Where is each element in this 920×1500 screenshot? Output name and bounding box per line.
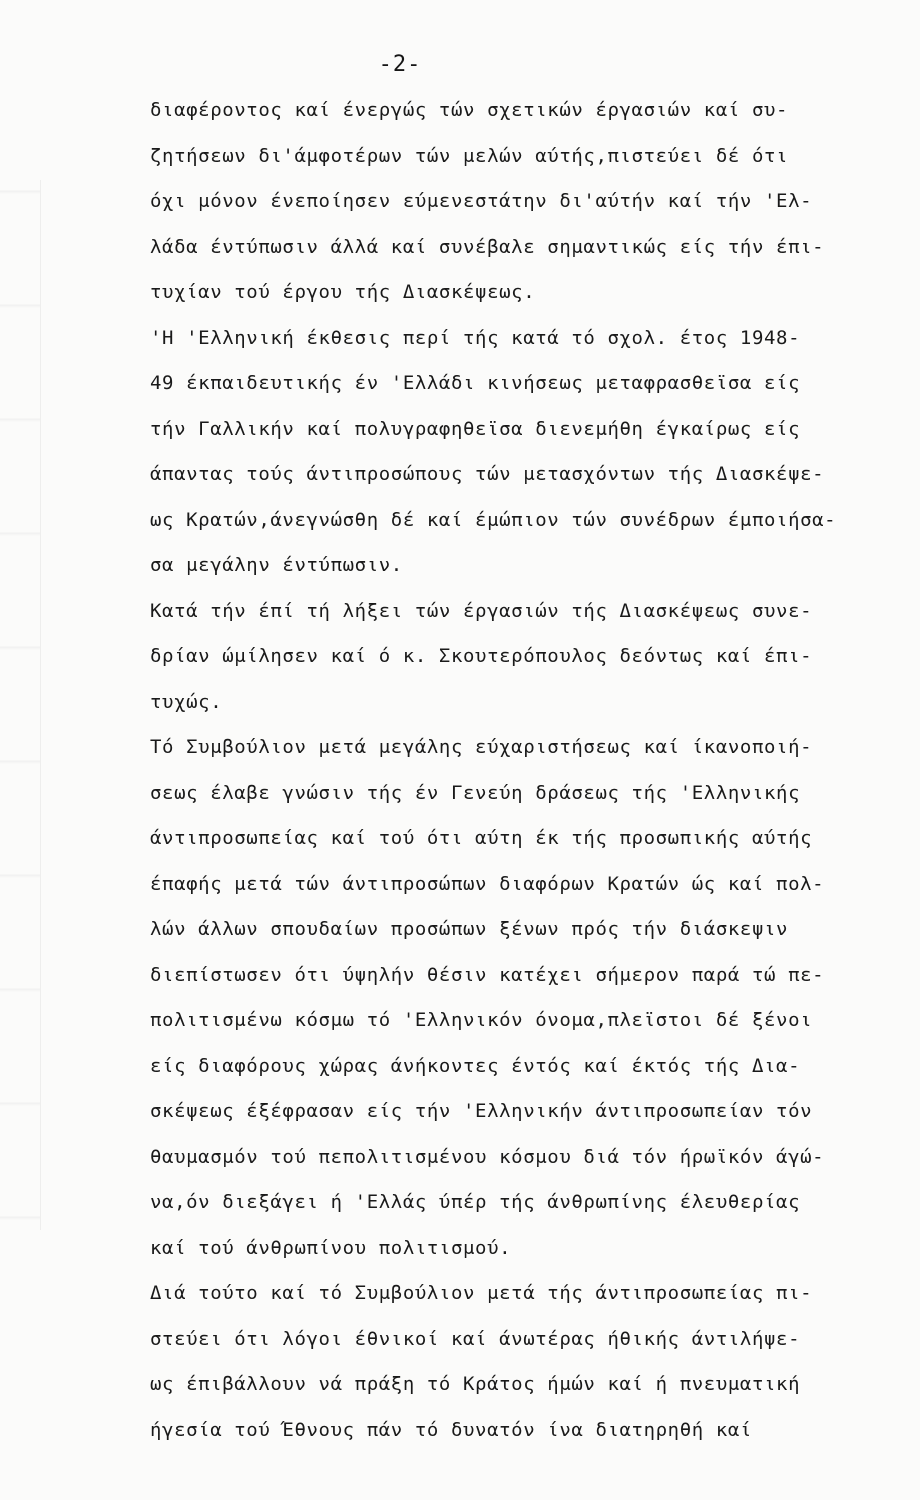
text-line: άπαντας τούς άντιπροσώπους τών μετασχόντων τής Διασκέψε- <box>150 463 825 485</box>
text-line: σα μεγάλην έντύπωσιν. <box>150 554 403 576</box>
text-line: 49 έκπαιδευτικής έν 'Ελλάδι κινήσεως μεταφρασθεϊσα είς <box>150 372 801 394</box>
text-line: Κατά τήν έπί τή λήξει τών έργασιών τής Διασκέψεως συνε- <box>150 599 813 622</box>
text-line: πολιτισμένω κόσμω τό 'Ελληνικόν όνομα,πλεϊστοι δέ ξένοι <box>150 1009 813 1031</box>
page-number: -2- <box>378 52 422 77</box>
text-line: λών άλλων σπουδαίων προσώπων ξένων πρός τήν διάσκεψιν <box>150 918 789 940</box>
text-line: λάδα έντύπωσιν άλλά καί συνέβαλε σημαντικώς είς τήν έπι- <box>150 235 825 258</box>
text-line: να,όν διεξάγει ή 'Ελλάς ύπέρ τής άνθρωπίνης έλευθερίας <box>150 1191 801 1213</box>
text-line: τυχώς. <box>150 690 223 713</box>
text-line: καί τού άνθρωπίνου πολιτισμού. <box>150 1236 512 1259</box>
text-line: τήν Γαλλικήν καί πολυγραφηθεϊσα διενεμήθη έγκαίρως είς <box>150 417 801 440</box>
text-line: είς διαφόρους χώρας άνήκοντες έντός καί έκτός τής Δια- <box>150 1054 801 1077</box>
text-line: τυχίαν τού έργου τής Διασκέψεως. <box>150 281 536 303</box>
text-line: ζητήσεων δι'άμφοτέρων τών μελών αύτής,πιστεύει δέ ότι <box>150 144 789 167</box>
text-line: θαυμασμόν τού πεπολιτισμένου κόσμου διά τόν ήρωϊκόν άγώ- <box>150 1145 825 1168</box>
text-line: ως έπιβάλλουν νά πράξη τό Κράτος ήμών καί ή πνευματική <box>150 1373 801 1395</box>
text-line: 'Η 'Ελληνική έκθεσις περί τής κατά τό σχολ. έτος 1948- <box>150 326 801 349</box>
text-line: σκέψεως έξέφρασαν είς τήν 'Ελληνικήν άντιπροσωπείαν τόν <box>150 1100 813 1122</box>
text-line: σεως έλαβε γνώσιν τής έν Γενεύη δράσεως τής 'Ελληνικής <box>150 781 801 804</box>
typewritten-body <box>150 88 890 1453</box>
margin-bleed-through <box>0 80 40 1280</box>
text-line: ήγεσία τού Έθνους πάν τό δυνατόν ίνα διατηρηθή καί <box>150 1418 752 1441</box>
text-line: ως Κρατών,άνεγνώσθη δέ καί έμώπιον τών συνέδρων έμποιήσα- <box>150 508 837 531</box>
text-line: διαφέροντος καί ένεργώς τών σχετικών έργασιών καί συ- <box>150 99 789 121</box>
text-line: στεύει ότι λόγοι έθνικοί καί άνωτέρας ήθικής άντιλήψε- <box>150 1327 801 1350</box>
text-line: άντιπροσωπείας καί τού ότι αύτη έκ τής προσωπικής αύτής <box>150 827 813 849</box>
text-line: όχι μόνον ένεποίησεν εύμενεστάτην δι'αύτήν καί τήν 'Ελ- <box>150 190 813 212</box>
text-line: διεπίστωσεν ότι ύψηλήν θέσιν κατέχει σήμερον παρά τώ πε- <box>150 963 825 986</box>
text-line: Διά τούτο καί τό Συμβούλιον μετά τής άντιπροσωπείας πι- <box>150 1282 813 1304</box>
text-line: Τό Συμβούλιον μετά μεγάλης εύχαριστήσεως καί ίκανοποιή- <box>150 736 813 758</box>
text-line: δρίαν ώμίλησεν καί ό κ. Σκουτερόπουλος δεόντως καί έπι- <box>150 645 813 667</box>
text-line: έπαφής μετά τών άντιπροσώπων διαφόρων Κρατών ώς καί πολ- <box>150 872 825 895</box>
margin-rule <box>40 180 41 1230</box>
